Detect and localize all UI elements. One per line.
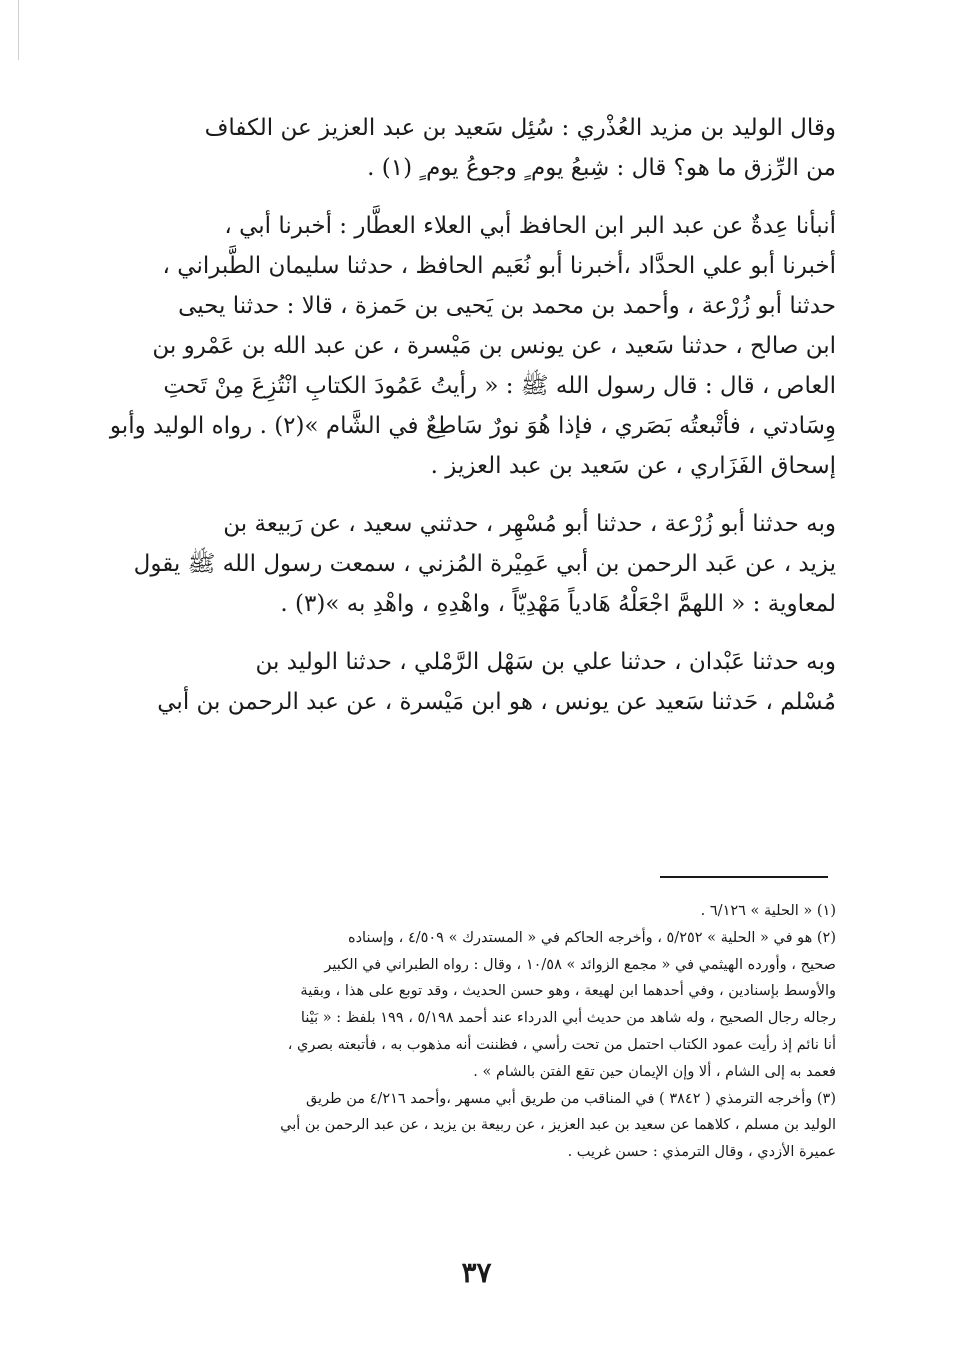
text-line: العاص ، قال : قال رسول الله ﷺ : « رأيتُ عَمُودَ الكتابِ انْتُزِعَ مِنْ تَحتِ <box>163 373 836 399</box>
text-line: وبه حدثنا عَبْدان ، حدثنا علي بن سَهْل الرَّمْلي ، حدثنا الوليد بن <box>255 649 836 675</box>
text-line: يزيد ، عن عَبد الرحمن بن أبي عَمِيْرة المُزني ، سمعت رسول الله ﷺ يقول <box>133 551 836 577</box>
text-line: مُسْلم ، حَدثنا سَعيد عن يونس ، هو ابن مَيْسرة ، عن عبد الرحمن بن أبي <box>157 689 836 715</box>
text-line: وقال الوليد بن مزيد العُذْري : سُئِل سَعيد بن عبد العزيز عن الكفاف <box>204 115 836 141</box>
footnote-line: (٣) وأخرجه الترمذي ( ٣٨٤٢ ) في المناقب من طريق أبي مسهر ،وأحمد ٤/٢١٦ من طريق <box>305 1090 836 1107</box>
footnote-line: فعمد به إلى الشام ، ألا وإن الإيمان حين تقع الفتن بالشام » . <box>473 1063 836 1080</box>
footnote-line: رجاله رجال الصحيح ، وله شاهد من حديث أبي الدرداء عند أحمد ٥/١٩٨ ، ١٩٩ بلفظ : « بَيْنا <box>300 1010 836 1027</box>
paragraph-1 <box>162 108 836 188</box>
text-line: إسحاق الفَزَاري ، عن سَعيد بن عبد العزيز . <box>430 453 836 479</box>
footnote-line: عميرة الأزدي ، وقال الترمذي : حسن غريب . <box>567 1144 836 1161</box>
footnote-separator <box>660 876 828 878</box>
paragraph-3 <box>133 504 836 624</box>
text-line: ابن صالح ، حدثنا سَعيد ، عن يونس بن مَيْسرة ، عن عبد الله بن عَمْرو بن <box>152 333 836 359</box>
page-number: ٣٧ <box>461 1256 492 1289</box>
text-line: وِسَادتي ، فأتْبعتُه بَصَري ، فإذا هُوَ نورٌ سَاطِعٌ في الشَّام »(٢) . رواه الوليد وأبو <box>109 413 836 439</box>
footnote-2 <box>166 925 836 1086</box>
crop-mark <box>18 0 19 60</box>
paragraph-2 <box>109 206 836 486</box>
text-line: أخبرنا أبو علي الحدَّاد ،أخبرنا أبو نُعَيم الحافظ ، حدثنا سليمان الطَّبراني ، <box>162 253 836 279</box>
footnote-1 <box>166 898 836 925</box>
text-line: لمعاوية : « اللهمَّ اجْعَلْهُ هَادياً مَهْدِيّاً ، واهْدِهِ ، واهْدِ به »(٣) . <box>280 591 836 617</box>
text-line: أنبأنا عِدةٌ عن عبد البر ابن الحافظ أبي العلاء العطَّار : أخبرنا أبي ، <box>224 213 836 239</box>
footnote-line: الوليد بن مسلم ، كلاهما عن سعيد بن عبد العزيز ، عن ربيعة بن يزيد ، عن عبد الرحمن بن أبي <box>280 1117 836 1134</box>
footnote-line: (١) « الحلية » ٦/١٢٦ . <box>700 903 836 919</box>
text-line: من الرِّزق ما هو؟ قال : شِبعُ يوم ٍ وجوعُ يوم ٍ (١) . <box>367 155 836 181</box>
main-text <box>109 108 836 740</box>
footnote-line: أنا نائم إذ رأيت عمود الكتاب احتمل من تحت رأسي ، فظننت أنه مذهوب به ، فأتبعته بصري ، <box>287 1036 836 1053</box>
footnote-3 <box>166 1086 836 1166</box>
footnote-line: (٢) هو في « الحلية » ٥/٢٥٢ ، وأخرجه الحاكم في « المستدرك » ٤/٥٠٩ ، وإسناده <box>348 929 836 946</box>
footnote-line: والأوسط بإسنادين ، وفي أحدهما ابن لهيعة ، وهو حسن الحديث ، وقد توبع على هذا ، وبقية <box>300 983 836 1000</box>
footnotes <box>166 898 836 1166</box>
footnote-line: صحيح ، وأورده الهيثمي في « مجمع الزوائد » ١٠/٥٨ ، وقال : رواه الطبراني في الكبير <box>324 956 836 973</box>
text-line: وبه حدثنا أبو زُرْعة ، حدثنا أبو مُسْهِر ، حدثني سعيد ، عن رَبيعة بن <box>223 511 836 537</box>
paragraph-4 <box>157 642 836 722</box>
text-line: حدثنا أبو زُرْعة ، وأحمد بن محمد بن يَحيى بن حَمزة ، قالا : حدثنا يحيى <box>178 293 836 319</box>
